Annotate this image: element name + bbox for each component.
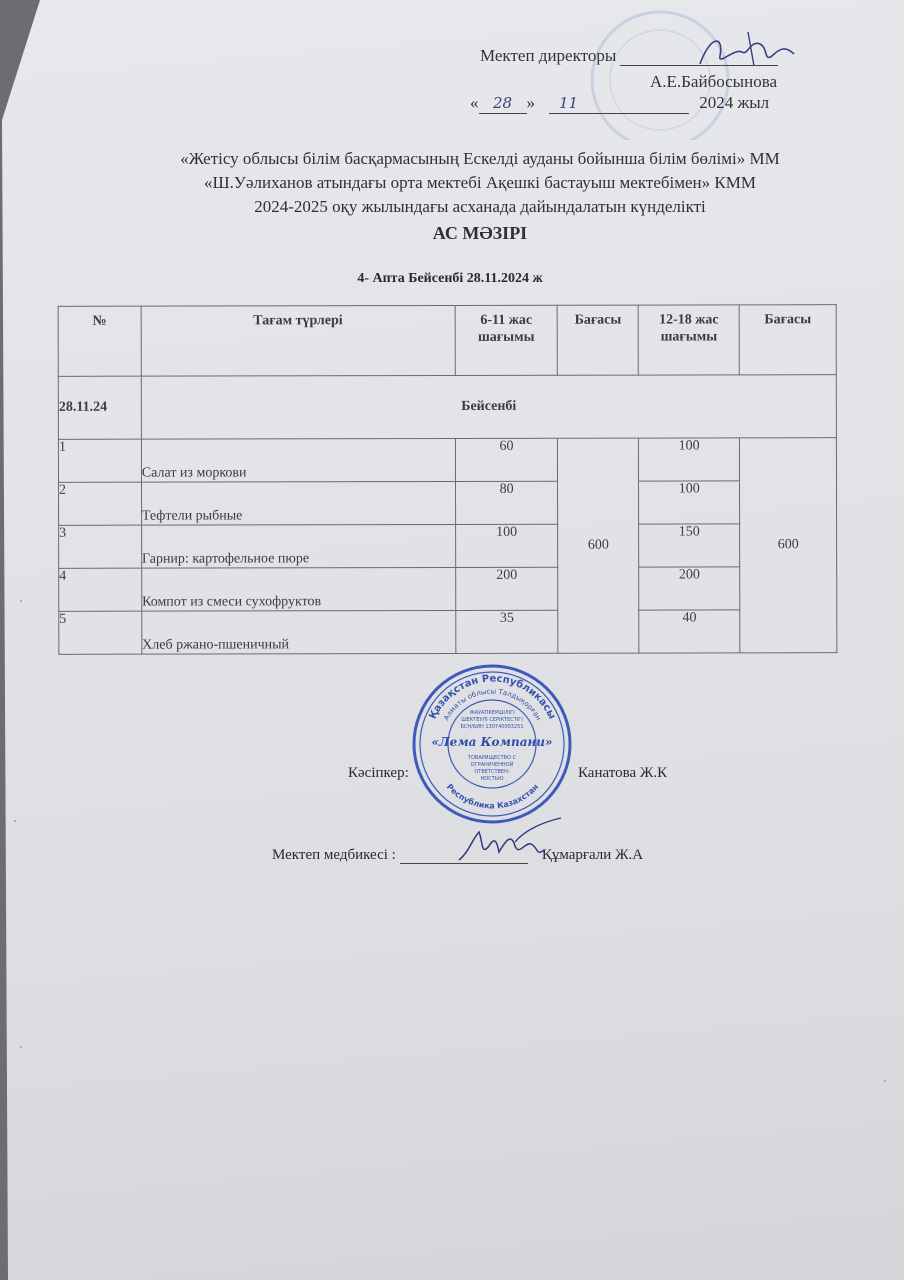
item-no: 3 — [59, 525, 142, 568]
header-line-1: «Жетісу облысы білім басқармасының Ескелді ауданы бойынша білім бөлімі» ММ — [180, 149, 780, 168]
header-age-b: 12-18 жас шағымы — [638, 305, 739, 375]
company-stamp-icon — [410, 662, 575, 827]
approval-date — [470, 93, 769, 114]
item-portion-b: 40 — [639, 610, 740, 653]
table-row — [59, 610, 837, 655]
stamp-inner-bottom3: ОТВЕТСТВЕН- — [474, 769, 510, 775]
header-price-b: Бағасы — [739, 305, 836, 375]
item-name: Компот из смеси сухофруктов — [141, 567, 455, 611]
item-portion-b: 100 — [639, 438, 740, 481]
quote-open: « — [470, 93, 479, 112]
entrepreneur-name: Канатова Ж.К — [578, 765, 668, 781]
item-no: 1 — [58, 439, 141, 482]
item-portion-b: 150 — [639, 524, 740, 567]
day-name: Бейсенбі — [141, 375, 836, 439]
price-b: 600 — [740, 438, 837, 653]
item-portion-a: 100 — [455, 524, 558, 567]
nurse-label: Мектеп медбикесі : — [272, 847, 396, 863]
table-row — [59, 567, 837, 612]
table-header-row — [58, 305, 836, 377]
svg-text:Республика Казахстан — [445, 782, 540, 810]
speck — [20, 1046, 22, 1048]
director-label: Мектеп директоры — [480, 46, 617, 65]
header-line-3: 2024-2025 оқу жылындағы асханада дайындалатын күнделікті — [254, 197, 706, 216]
speck — [20, 600, 22, 602]
table-row — [58, 438, 836, 483]
entrepreneur-label: Кәсіпкер: — [348, 765, 409, 781]
item-name: Салат из моркови — [141, 438, 455, 482]
item-portion-a: 35 — [456, 610, 559, 653]
stamp-outer-bottom: Республика Казахстан — [444, 782, 541, 811]
menu-title: АС МӘЗІРІ — [432, 223, 528, 243]
item-name: Хлеб ржано-пшеничный — [142, 610, 456, 654]
header-line-2: «Ш.Уәлиханов атындағы орта мектебі Ақешкі бастауыш мектебімен» КММ — [204, 173, 756, 192]
table-row — [59, 481, 837, 526]
item-portion-b: 200 — [639, 567, 740, 610]
speck — [884, 1080, 886, 1082]
nurse-signature-icon — [455, 812, 565, 867]
header-price-a: Бағасы — [557, 305, 638, 375]
menu-table — [58, 304, 838, 655]
item-no: 5 — [59, 611, 142, 654]
date-year: 2024 жыл — [699, 93, 770, 112]
item-portion-a: 80 — [455, 481, 558, 524]
item-portion-b: 100 — [639, 481, 740, 524]
day-row — [58, 375, 836, 440]
header-no: № — [58, 306, 141, 376]
header-age-a: 6-11 жас шағымы — [455, 305, 558, 375]
speck — [14, 820, 16, 822]
header-name: Тағам түрлері — [141, 305, 455, 376]
stamp-inner-bottom2: ОГРАНИЧЕННОЙ — [470, 762, 514, 768]
stamp-inner-top1: ЖАУАПКЕРШІЛІГІ — [469, 710, 515, 716]
stamp-inner-bottom1: ТОВАРИЩЕСТВО С — [467, 755, 517, 761]
director-signature-icon — [690, 26, 800, 78]
stamp-inner-top2: ШЕКТЕУЛІ СЕРІКТЕСТІГІ — [461, 717, 523, 723]
director-name: А.Е.Байбосынова — [650, 72, 778, 91]
item-no: 2 — [59, 482, 142, 525]
stamp-center: «Лема Компани» — [431, 735, 553, 749]
day-date: 28.11.24 — [58, 376, 141, 439]
stamp-outer-top: Қазақстан Республикасы — [427, 673, 558, 722]
table-row — [59, 524, 837, 569]
nurse-name: Құмарғали Ж.А — [541, 847, 644, 863]
item-name: Гарнир: картофельное пюре — [141, 524, 455, 568]
stamp-inner-bottom4: НОСТЬЮ — [480, 776, 504, 782]
quote-close: » — [526, 93, 535, 112]
date-day: 28 — [479, 93, 527, 114]
item-name: Тефтели рыбные — [141, 481, 455, 525]
stamp-outer-sub: Алматы облысы Талдықорған — [442, 687, 543, 722]
item-portion-a: 60 — [455, 438, 558, 481]
price-a: 600 — [558, 438, 639, 653]
item-portion-a: 200 — [455, 567, 558, 610]
stamp-inner-bin: БСН/БИН 130740003251 — [460, 724, 524, 730]
week-subtitle: 4- Апта Бейсенбі 28.11.2024 ж — [357, 271, 543, 286]
item-no: 4 — [59, 568, 142, 611]
date-month: 11 — [549, 93, 689, 114]
